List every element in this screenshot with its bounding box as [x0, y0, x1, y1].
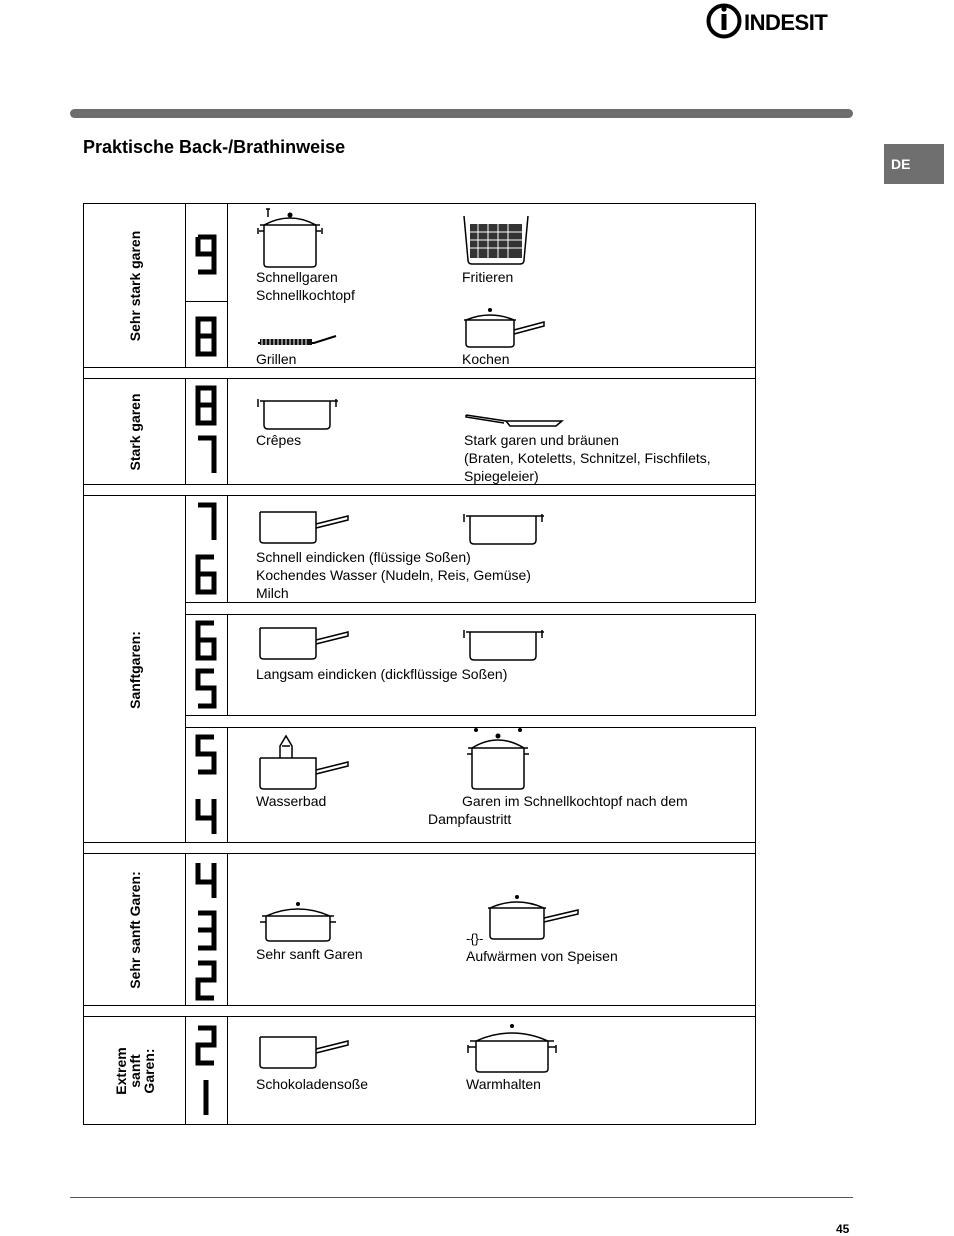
section-label-box [84, 1017, 186, 1124]
power-level-5 [194, 668, 218, 710]
section-label-box [84, 379, 186, 485]
item-text: Schnell eindicken (flüssige Soßen) Kochendes Wasser (Nudeln, Reis, Gemüse) Milch [256, 549, 531, 601]
section-stark-garen [83, 378, 756, 496]
covered-pot-icon [258, 898, 340, 944]
item-text: Crêpes [256, 432, 302, 448]
page-title: Praktische Back-/Brathinweise [83, 137, 346, 157]
section-label-box [84, 496, 186, 843]
section-extrem-sanft-garen [83, 1016, 756, 1125]
section-sehr-sanft-garen [83, 853, 756, 1017]
section-label: Sanftgaren: [127, 630, 143, 709]
item-text: Langsam eindicken (dickflüssige Soßen) [256, 666, 508, 682]
brand-text: INDESIT [744, 10, 828, 35]
item-text: Stark garen und bräunen (Braten, Koteletts, Schnitzel, Fischfilets, Spiegeleier) [464, 432, 711, 484]
pressure-cooker-icon [462, 726, 536, 792]
pot-icon [462, 628, 548, 664]
item-text: Wasserbad [256, 793, 327, 809]
power-level-4 [194, 796, 218, 838]
indesit-logo [706, 2, 856, 42]
pot-icon [462, 512, 548, 548]
pressure-cooker-icon [254, 207, 324, 269]
power-level-3 [194, 910, 218, 952]
saucepan-icon [256, 1031, 352, 1071]
power-level-1 [194, 1077, 218, 1119]
item-text: Aufwärmen von Speisen [466, 948, 618, 964]
power-level-8 [194, 316, 218, 358]
section-label: Sehr sanft Garen: [127, 871, 143, 989]
saucepan-icon [256, 622, 352, 662]
covered-pot-icon [466, 1021, 560, 1075]
power-level-7 [194, 502, 218, 544]
fryer-basket-icon [460, 214, 532, 266]
power-level-6 [194, 620, 218, 662]
row-gap [186, 602, 756, 615]
power-level-4 [194, 860, 218, 902]
item-text: Schnellgaren Schnellkochtopf [256, 269, 355, 303]
grill-pan-icon [256, 328, 340, 350]
warming-symbol: -{}- [466, 931, 484, 946]
power-level-5 [194, 734, 218, 776]
section-label-box [84, 204, 186, 368]
item-text: Grillen [256, 351, 297, 367]
covered-saucepan-icon [484, 892, 582, 942]
frying-pan-icon [464, 411, 566, 427]
power-level-7 [194, 435, 218, 477]
header-bar [70, 109, 853, 118]
page-number: 45 [836, 1222, 850, 1236]
item-text: Fritieren [462, 269, 514, 285]
crepe-pan-icon [256, 395, 342, 433]
footer-line [70, 1197, 853, 1198]
water-bath-icon [256, 732, 352, 792]
section-label: Extrem sanft Garen: [113, 1046, 157, 1095]
item-text: Garen im Schnellkochtopf nach dem [462, 793, 688, 809]
power-level-6 [194, 554, 218, 596]
power-level-2 [194, 960, 218, 1002]
saucepan-lid-icon [462, 304, 548, 350]
item-text: Dampfaustritt [428, 811, 512, 827]
item-text: Schokoladensoße [256, 1076, 369, 1092]
section-sanftgaren [83, 495, 756, 854]
item-text: Sehr sanft Garen [256, 946, 363, 962]
item-text: Kochen [462, 351, 510, 367]
section-label: Stark garen [127, 393, 143, 471]
power-level-2 [194, 1025, 218, 1067]
section-sehr-stark-garen [83, 203, 756, 379]
section-label-box [84, 854, 186, 1006]
divider [186, 301, 227, 302]
power-level-8 [194, 385, 218, 427]
power-level-9 [194, 234, 218, 276]
saucepan-icon [256, 506, 352, 546]
language-tab: DE [884, 144, 944, 184]
item-text: Warmhalten [466, 1076, 541, 1092]
section-label: Sehr stark garen [127, 230, 143, 342]
